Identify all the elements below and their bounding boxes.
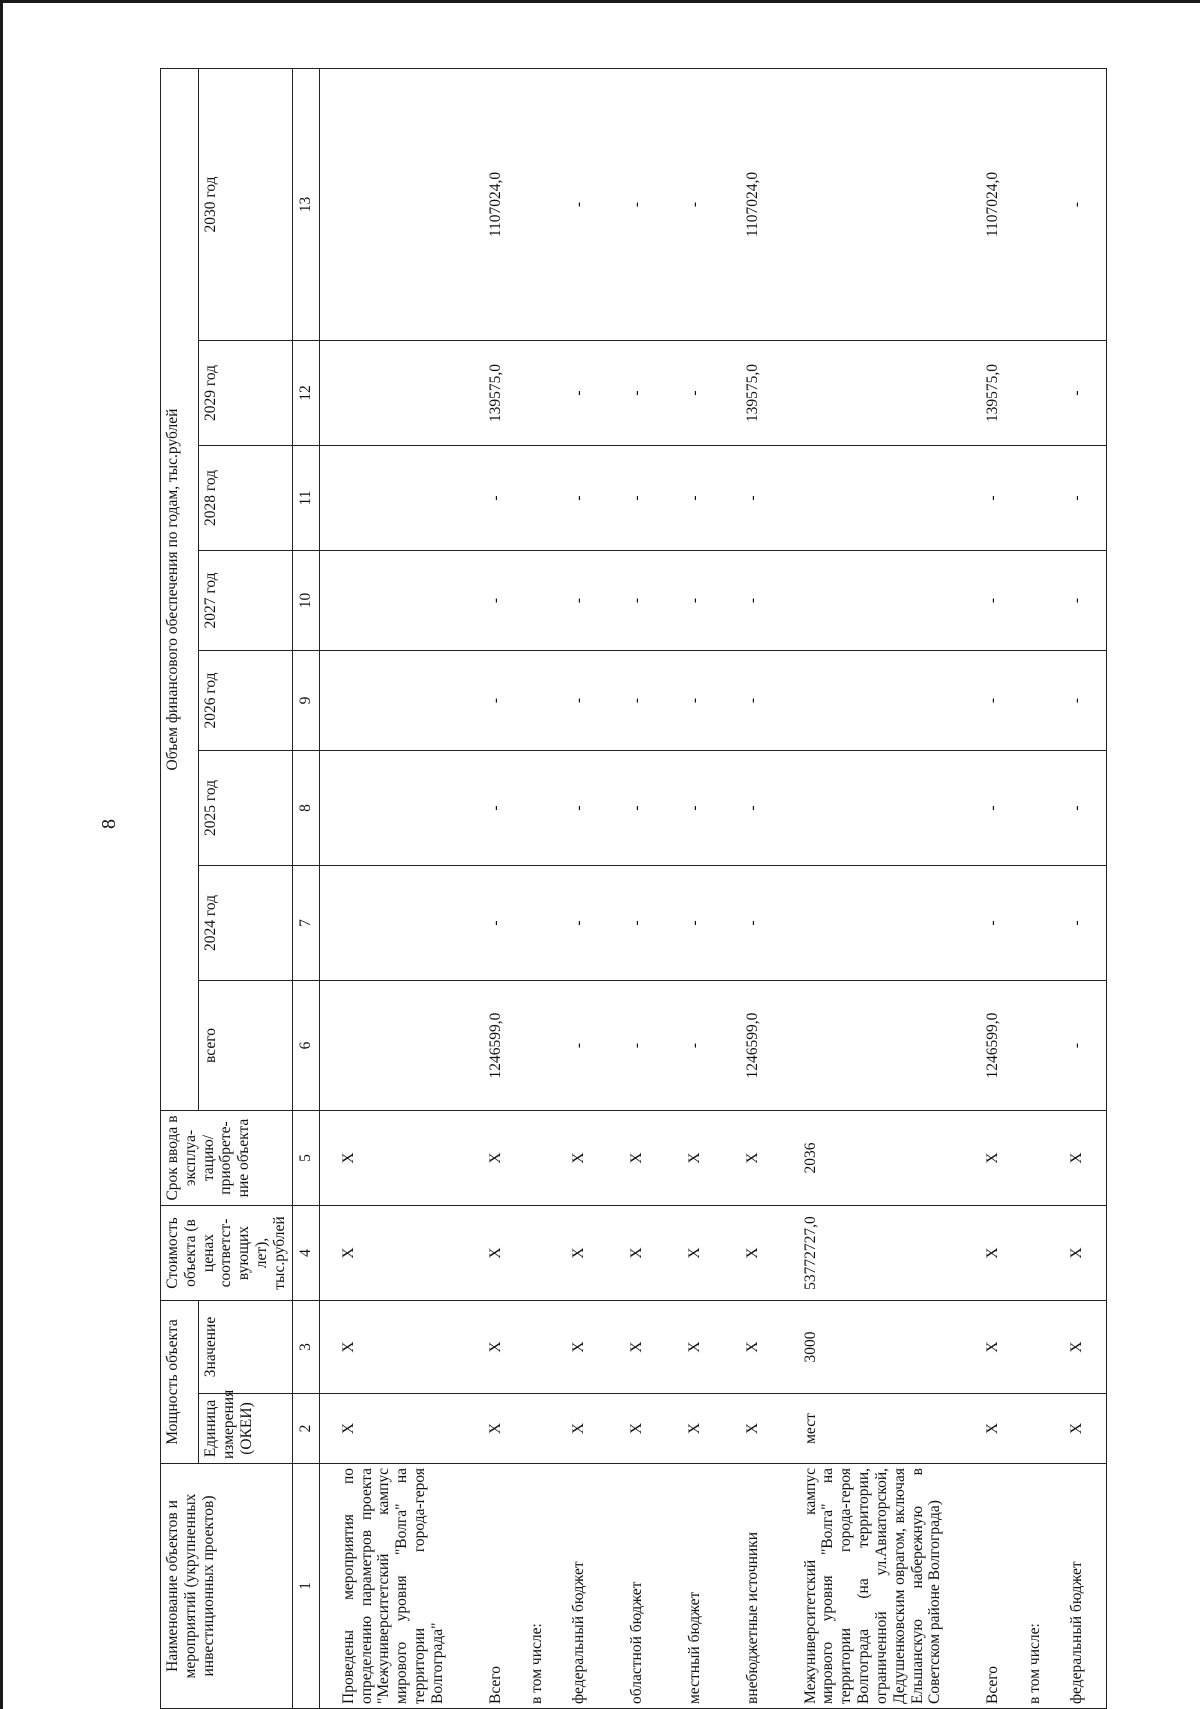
y2029-cell: 139575,0: [467, 341, 525, 446]
value-cell: X: [467, 1301, 525, 1394]
header-term: Срок ввода в эксплуа-тацию/ приобрете-ние объекта: [161, 1111, 293, 1206]
y2024-cell: -: [550, 866, 608, 981]
y2024-cell: -: [666, 866, 724, 981]
y2029-cell: [782, 341, 965, 446]
term-cell: X: [724, 1111, 782, 1206]
y2029-cell: 139575,0: [724, 341, 782, 446]
header-year-2024: 2024 год: [199, 866, 292, 981]
y2029-cell: 139575,0: [964, 341, 1022, 446]
y2028-cell: [782, 446, 965, 551]
term-cell: X: [666, 1111, 724, 1206]
table-row: [608, 69, 666, 1709]
header-year-2025: 2025 год: [199, 751, 292, 866]
total-cell: 1246599,0: [467, 981, 525, 1111]
y2029-cell: [1022, 341, 1048, 446]
y2025-cell: [782, 751, 965, 866]
column-number: 6: [292, 981, 319, 1111]
cost-cell: X: [724, 1206, 782, 1301]
total-cell: 1246599,0: [964, 981, 1022, 1111]
total-cell: 1246599,0: [724, 981, 782, 1111]
term-cell: X: [1048, 1111, 1106, 1206]
value-cell: X: [666, 1301, 724, 1394]
y2030-cell: [319, 69, 466, 341]
table-row: [319, 69, 466, 1709]
page-number: 8: [98, 819, 120, 829]
y2026-cell: -: [964, 651, 1022, 751]
financing-table: [160, 68, 1107, 1709]
table-row: [1048, 69, 1106, 1709]
y2025-cell: -: [608, 751, 666, 866]
cost-cell: 53772727,0: [782, 1206, 965, 1301]
y2024-cell: [524, 866, 550, 981]
y2026-cell: -: [608, 651, 666, 751]
cost-cell: X: [666, 1206, 724, 1301]
y2027-cell: -: [666, 551, 724, 651]
cost-cell: X: [964, 1206, 1022, 1301]
row-name: внебюджетные источники: [724, 1464, 782, 1709]
y2026-cell: [1022, 651, 1048, 751]
column-number: 8: [292, 751, 319, 866]
y2024-cell: -: [1048, 866, 1106, 981]
unit-cell: [1022, 1394, 1048, 1464]
y2029-cell: [319, 341, 466, 446]
unit-cell: X: [608, 1394, 666, 1464]
unit-cell: мест: [782, 1394, 965, 1464]
total-cell: -: [550, 981, 608, 1111]
column-number: 9: [292, 651, 319, 751]
value-cell: [1022, 1301, 1048, 1394]
column-number: 13: [292, 69, 319, 341]
y2026-cell: -: [550, 651, 608, 751]
cost-cell: X: [608, 1206, 666, 1301]
y2024-cell: -: [964, 866, 1022, 981]
total-cell: -: [608, 981, 666, 1111]
table-row: [1022, 69, 1048, 1709]
y2029-cell: -: [550, 341, 608, 446]
term-cell: [524, 1111, 550, 1206]
term-cell: X: [964, 1111, 1022, 1206]
row-name: в том числе:: [524, 1464, 550, 1709]
value-cell: [524, 1301, 550, 1394]
cost-cell: [1022, 1206, 1048, 1301]
y2027-cell: -: [467, 551, 525, 651]
column-number: 4: [292, 1206, 319, 1301]
header-name: Наименование объектов и мероприятий (укрупненных инвестиционных проектов): [161, 1464, 293, 1709]
column-number: 11: [292, 446, 319, 551]
header-total: всего: [199, 981, 292, 1111]
value-cell: X: [1048, 1301, 1106, 1394]
table-row: [666, 69, 724, 1709]
term-cell: [1022, 1111, 1048, 1206]
y2024-cell: -: [608, 866, 666, 981]
y2026-cell: [524, 651, 550, 751]
header-unit: Единица измерения (ОКЕИ): [199, 1394, 292, 1464]
unit-cell: X: [666, 1394, 724, 1464]
header-funding: Объем финансового обеспечения по годам, тыс.рублей: [161, 69, 199, 1111]
y2024-cell: [319, 866, 466, 981]
y2027-cell: -: [550, 551, 608, 651]
y2028-cell: -: [724, 446, 782, 551]
column-number: 7: [292, 866, 319, 981]
y2030-cell: [1022, 69, 1048, 341]
y2028-cell: [1022, 446, 1048, 551]
column-number-row: [292, 69, 319, 1709]
term-cell: X: [608, 1111, 666, 1206]
y2025-cell: [1022, 751, 1048, 866]
cost-cell: X: [550, 1206, 608, 1301]
value-cell: X: [964, 1301, 1022, 1394]
term-cell: X: [467, 1111, 525, 1206]
y2025-cell: -: [1048, 751, 1106, 866]
y2027-cell: -: [1048, 551, 1106, 651]
y2030-cell: -: [1048, 69, 1106, 341]
cost-cell: X: [319, 1206, 466, 1301]
total-cell: [319, 981, 466, 1111]
y2026-cell: -: [467, 651, 525, 751]
y2028-cell: -: [467, 446, 525, 551]
y2025-cell: [524, 751, 550, 866]
y2025-cell: -: [666, 751, 724, 866]
y2024-cell: [782, 866, 965, 981]
y2029-cell: -: [1048, 341, 1106, 446]
header-cost: Стоимость объекта (в ценах соответст-вующих лет), тыс.рублей: [161, 1206, 293, 1301]
y2028-cell: -: [1048, 446, 1106, 551]
y2024-cell: -: [467, 866, 525, 981]
column-number: 10: [292, 551, 319, 651]
unit-cell: X: [319, 1394, 466, 1464]
y2026-cell: -: [724, 651, 782, 751]
y2025-cell: -: [550, 751, 608, 866]
rotated-table-wrapper: [160, 69, 1200, 1709]
y2030-cell: 1107024,0: [467, 69, 525, 341]
y2030-cell: [782, 69, 965, 341]
row-name: Межуниверситетский кампус мирового уровня "Волга" на территории города-героя Волгограда (на территории, ограниченной ул.Авиаторской, Дедушенковским оврагом, включая Ельшанскую набережную в Советском районе Волгограда): [782, 1464, 965, 1709]
y2030-cell: 1107024,0: [724, 69, 782, 341]
scan-edge-left: [0, 0, 3, 1709]
y2028-cell: [319, 446, 466, 551]
y2025-cell: -: [724, 751, 782, 866]
header-year-2026: 2026 год: [199, 651, 292, 751]
y2028-cell: -: [964, 446, 1022, 551]
unit-cell: X: [724, 1394, 782, 1464]
table-row: [964, 69, 1022, 1709]
scan-edge-top: [0, 0, 1200, 3]
row-name: Всего: [964, 1464, 1022, 1709]
cost-cell: X: [467, 1206, 525, 1301]
value-cell: X: [319, 1301, 466, 1394]
header-year-2028: 2028 год: [199, 446, 292, 551]
row-name: областной бюджет: [608, 1464, 666, 1709]
unit-cell: X: [964, 1394, 1022, 1464]
total-cell: [1022, 981, 1048, 1111]
header-value: Значение: [199, 1301, 292, 1394]
header-power: Мощность объекта: [161, 1301, 199, 1464]
unit-cell: X: [1048, 1394, 1106, 1464]
column-number: 1: [292, 1464, 319, 1709]
y2030-cell: -: [608, 69, 666, 341]
total-cell: [782, 981, 965, 1111]
row-name: в том числе:: [1022, 1464, 1048, 1709]
y2030-cell: 1107024,0: [964, 69, 1022, 341]
unit-cell: X: [550, 1394, 608, 1464]
value-cell: X: [608, 1301, 666, 1394]
y2028-cell: -: [608, 446, 666, 551]
term-cell: X: [550, 1111, 608, 1206]
y2027-cell: [1022, 551, 1048, 651]
value-cell: 3000: [782, 1301, 965, 1394]
y2024-cell: -: [724, 866, 782, 981]
table-row: [550, 69, 608, 1709]
y2029-cell: [524, 341, 550, 446]
column-number: 5: [292, 1111, 319, 1206]
y2026-cell: -: [1048, 651, 1106, 751]
y2030-cell: -: [666, 69, 724, 341]
header-year-2027: 2027 год: [199, 551, 292, 651]
total-cell: -: [1048, 981, 1106, 1111]
y2027-cell: [319, 551, 466, 651]
table-row: [782, 69, 965, 1709]
row-name: Всего: [467, 1464, 525, 1709]
value-cell: X: [724, 1301, 782, 1394]
y2027-cell: [782, 551, 965, 651]
y2028-cell: -: [666, 446, 724, 551]
y2026-cell: [782, 651, 965, 751]
row-name: федеральный бюджет: [1048, 1464, 1106, 1709]
table-body: [319, 69, 1106, 1709]
y2026-cell: [319, 651, 466, 751]
y2030-cell: -: [550, 69, 608, 341]
y2030-cell: [524, 69, 550, 341]
y2028-cell: -: [550, 446, 608, 551]
cost-cell: [524, 1206, 550, 1301]
unit-cell: X: [467, 1394, 525, 1464]
term-cell: X: [319, 1111, 466, 1206]
table-row: [467, 69, 525, 1709]
y2027-cell: -: [608, 551, 666, 651]
cost-cell: X: [1048, 1206, 1106, 1301]
y2024-cell: [1022, 866, 1048, 981]
total-cell: [524, 981, 550, 1111]
header-year-2029: 2029 год: [199, 341, 292, 446]
row-name: федеральный бюджет: [550, 1464, 608, 1709]
y2028-cell: [524, 446, 550, 551]
row-name: Проведены мероприятия по определению параметров проекта "Межуниверситетский кампус мирового уровня "Волга" на территории города-героя Волгограда": [319, 1464, 466, 1709]
term-cell: 2036: [782, 1111, 965, 1206]
table-row: [724, 69, 782, 1709]
y2025-cell: -: [467, 751, 525, 866]
unit-cell: [524, 1394, 550, 1464]
y2027-cell: [524, 551, 550, 651]
header-year-2030: 2030 год: [199, 69, 292, 341]
y2027-cell: -: [724, 551, 782, 651]
column-number: 12: [292, 341, 319, 446]
y2025-cell: -: [964, 751, 1022, 866]
column-number: 3: [292, 1301, 319, 1394]
y2029-cell: -: [608, 341, 666, 446]
row-name: местный бюджет: [666, 1464, 724, 1709]
column-number: 2: [292, 1394, 319, 1464]
y2029-cell: -: [666, 341, 724, 446]
value-cell: X: [550, 1301, 608, 1394]
y2026-cell: -: [666, 651, 724, 751]
total-cell: -: [666, 981, 724, 1111]
y2025-cell: [319, 751, 466, 866]
table-row: [524, 69, 550, 1709]
y2027-cell: -: [964, 551, 1022, 651]
